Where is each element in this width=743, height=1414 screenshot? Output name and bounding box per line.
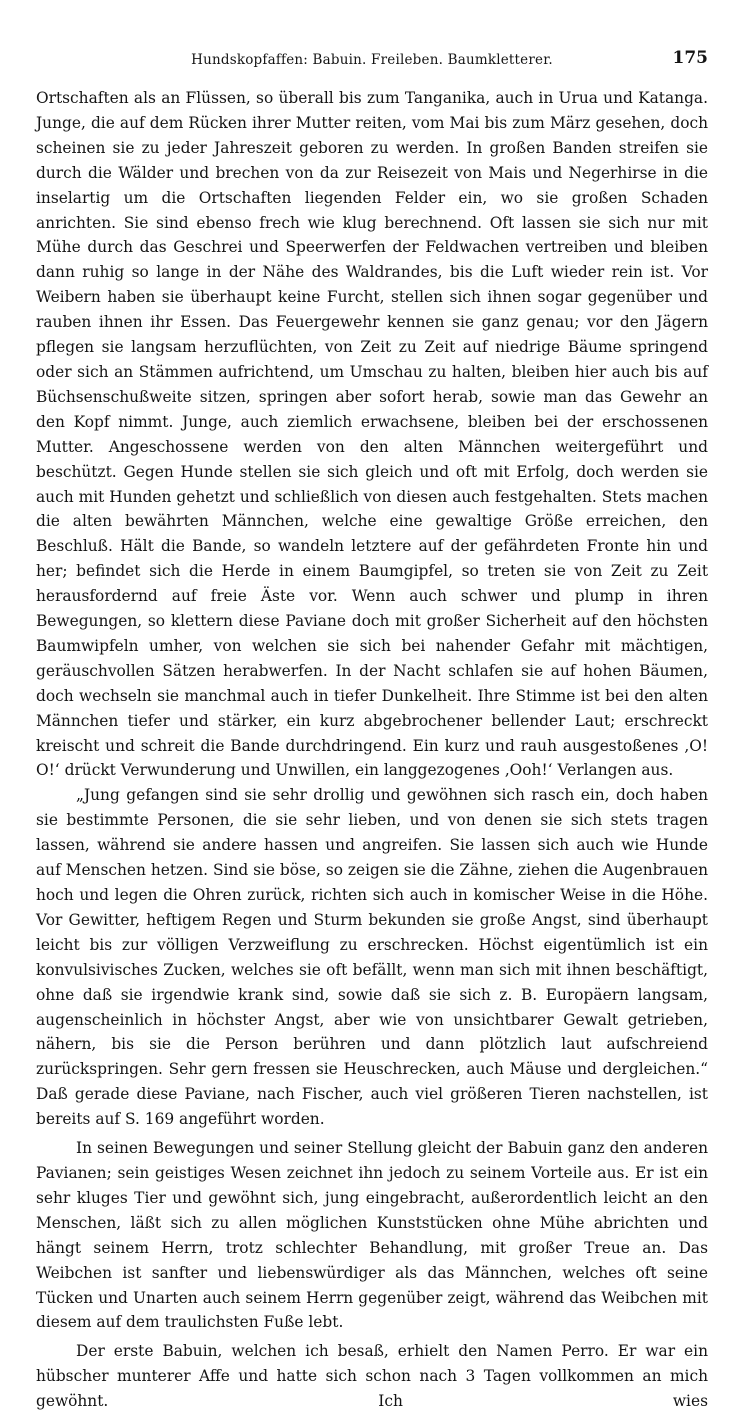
paragraph-captive-behaviour-quote: „Jung gefangen sind sie sehr drollig und gewöhnen sich rasch ein, doch haben sie bestimmte Personen, die sie sehr lieben, und von denen sie sich stets tragen lassen, während sie andere hassen und angreifen. Sie lassen sich auch wie Hunde auf Menschen hetzen. Sind sie böse, so zeigen sie die Zähne, ziehen die Augenbrauen hoch und legen die Ohren zurück, richten sich auch in komischer Weise in die Höhe. Vor Gewitter, heftigem Regen und Sturm bekunden sie große Angst, sind überhaupt leicht bis zur völligen Verzweiflung zu erschrecken. Höchst eigentümlich ist ein konvulsivisches Zucken, welches sie oft befällt, wenn man sich mit ihnen beschäftigt, ohne daß sie irgendwie krank sind, sowie daß sie sich z. B. Europäern langsam, augenscheinlich in höchster Angst, aber wie von unsichtbarer Gewalt getrieben, nähern, bis sie die Person berühren und dann plötzlich laut aufschreiend zurückspringen. Sehr gern fressen sie Heuschrecken, auch Mäuse und dergleichen.“ Daß gerade diese Paviane, nach Fischer, auch viel größeren Tieren nachstellen, ist bereits auf S. 169 angeführt worden. (36, 786, 708, 1129)
running-head: Hundskopfaffen: Babuin. Freileben. Baumkletterer. (191, 52, 553, 68)
paragraph-first-babuin: Der erste Babuin, welchen ich besaß, erhielt den Namen Perro. Er war ein hübscher munterer Affe und hatte sich schon nach 3 Tagen vollkommen an mich gewöhnt. Ich wies (36, 1342, 708, 1411)
paragraph-babuin-character: In seinen Bewegungen und seiner Stellung gleicht der Babuin ganz den anderen Pavianen; sein geistiges Wesen zeichnet ihn jedoch zu seinem Vorteile aus. Er ist ein sehr kluges Tier und gewöhnt sich, jung eingebracht, außerordentlich leicht an den Menschen, läßt sich zu allen möglichen Kunststücken ohne Mühe abrichten und hängt seinem Herrn, trotz schlechter Behandlung, mit großer Treue an. Das Weibchen ist sanfter und liebenswürdiger als das Männchen, welches oft seine Tücken und Unarten auch seinem Herrn gegenüber zeigt, während das Weibchen mit diesem auf dem traulichsten Fuße lebt. (36, 1139, 708, 1332)
page-number: 175 (672, 48, 708, 68)
page-header (36, 48, 708, 78)
paragraph-field-observations: Ortschaften als an Flüssen, so überall bis zum Tanganika, auch in Urua und Katanga. Junge, die auf dem Rücken ihrer Mutter reiten, vom Mai bis zum März gesehen, doch scheinen sie zu jeder Jahreszeit geboren zu werden. In großen Banden streifen sie durch die Wälder und brechen von da zur Reisezeit von Mais und Negerhirse in die inselartig um die Ortschaften liegenden Felder ein, wo sie großen Schaden anrichten. Sie sind ebenso frech wie klug berechnend. Oft lassen sie sich nur mit Mühe durch das Geschrei und Speerwerfen der Feldwachen vertreiben und bleiben dann ruhig so lange in der Nähe des Waldrandes, bis die Luft wieder rein ist. Vor Weibern haben sie überhaupt keine Furcht, stellen sich ihnen sogar gegenüber und rauben ihnen ihr Essen. Das Feuergewehr kennen sie ganz genau; vor den Jägern pflegen sie langsam herzuflüchten, von Zeit zu Zeit auf niedrige Bäume springend oder sich an Stämmen aufrichtend, um Umschau zu halten, bleiben hier auch bis auf Büchsenschußweite sitzen, springen aber sofort herab, sowie man das Gewehr an den Kopf nimmt. Junge, auch ziemlich erwachsene, bleiben bei der erschossenen Mutter. Angeschossene werden von den alten Männchen weitergeführt und beschützt. Gegen Hunde stellen sie sich gleich und oft mit Erfolg, doch werden sie auch mit Hunden gehetzt und schließlich von diesen auch festgehalten. Stets machen die alten bewährten Männchen, welche eine gewaltige Größe erreichen, den Beschluß. Hält die Bande, so wandeln letztere auf der gefährdeten Fronte hin und her; befindet sich die Herde in einem Baumgipfel, so treten sie von Zeit zu Zeit herausfordernd auf freie Äste vor. Wenn auch schwer und plump in ihren Bewegungen, so klettern diese Paviane doch mit großer Sicherheit auf den höchsten Baumwipfeln umher, von welchen sie sich bei nahender Gefahr mit mächtigen, geräuschvollen Sätzen herabwerfen. In der Nacht schlafen sie auf hohen Bäumen, doch wechseln sie manchmal auch in tiefer Dunkelheit. Ihre Stimme ist bei den alten Männchen tiefer und stärker, ein kurz abgebrochener bellender Laut; erschreckt kreischt und schreit die Bande durchdringend. Ein kurz und rauh ausgestoßenes ‚O! O!‘ drückt Verwunderung und Unwillen, ein langgezogenes ‚Ooh!‘ Verlangen aus. (36, 89, 708, 780)
body-text (36, 86, 708, 1414)
